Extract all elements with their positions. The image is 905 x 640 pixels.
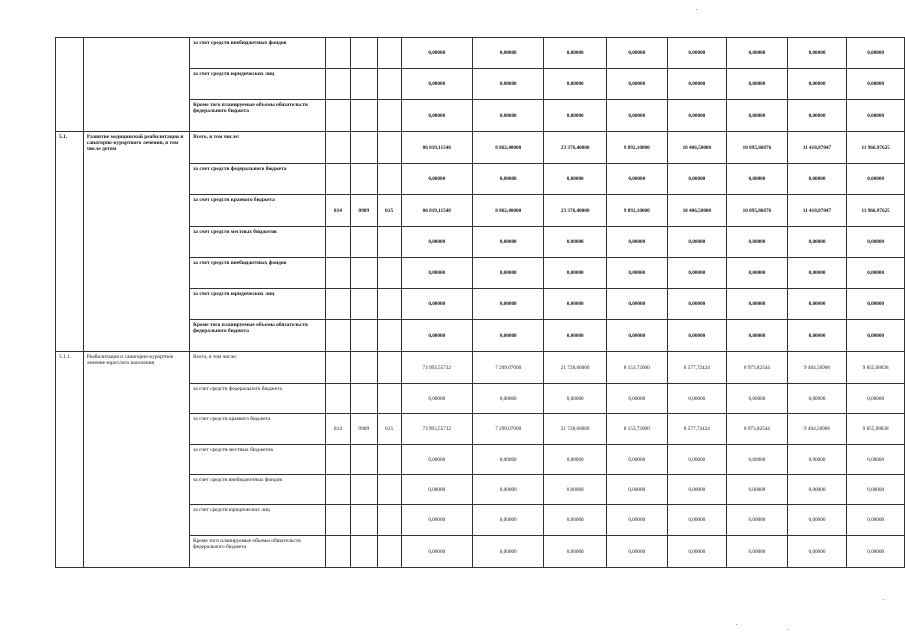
total-value: 0,00000 [401, 289, 472, 320]
funding-source-label: за счет средств внебюджетных фондов [190, 475, 326, 505]
year-value: 0,00000 [472, 289, 543, 320]
scan-speck [883, 599, 884, 600]
grbs-code [326, 352, 351, 384]
grbs-code [326, 289, 351, 320]
year-value: 0,00000 [727, 320, 788, 352]
grbs-code: 814 [326, 414, 351, 445]
grbs-code [326, 164, 351, 195]
year-value: 9 855,98838 [847, 414, 905, 445]
rzpr-code [350, 320, 377, 352]
csr-code [377, 258, 401, 289]
year-value: 0,00000 [472, 320, 543, 352]
year-value: 0,00000 [606, 69, 667, 100]
section-name: Реабилитация и санаторно-курортное лечение взрослого населения [83, 352, 189, 568]
section-index: 5.1. [56, 132, 84, 352]
year-value: 0,00000 [472, 100, 543, 132]
year-value: 8 577,72424 [667, 352, 727, 384]
csr-code [377, 227, 401, 258]
rzpr-code [350, 132, 377, 164]
total-value: 0,00000 [401, 100, 472, 132]
csr-code [377, 100, 401, 132]
year-value: 0,00000 [606, 289, 667, 320]
grbs-code [326, 258, 351, 289]
funding-source-label: за счет средств юридических лиц [190, 289, 326, 320]
year-value: 21 728,66000 [544, 352, 607, 384]
table-row [56, 132, 905, 164]
csr-code [377, 320, 401, 352]
funding-source-label: Кроме того планируемые объемы обязательств федерального бюджета [190, 536, 326, 568]
total-value: 86 819,11548 [401, 132, 472, 164]
grbs-code [326, 475, 351, 505]
year-value: 0,00000 [544, 384, 607, 414]
grbs-code: 814 [326, 195, 351, 227]
rzpr-code [350, 475, 377, 505]
total-value: 0,00000 [401, 38, 472, 69]
year-value: 0,00000 [472, 475, 543, 505]
csr-code [377, 536, 401, 568]
year-value: 0,00000 [847, 164, 905, 195]
year-value: 0,00000 [847, 536, 905, 568]
funding-source-label: за счет средств краевого бюджета [190, 195, 326, 227]
year-value: 0,00000 [667, 320, 727, 352]
year-value: 0,00000 [847, 38, 905, 69]
scan-speck [787, 629, 788, 630]
year-value: 0,00000 [727, 505, 788, 536]
csr-code: 015 [377, 414, 401, 445]
year-value: 0,00000 [787, 258, 847, 289]
year-value: 0,00000 [727, 100, 788, 132]
funding-source-label: за счет средств местных бюджетов [190, 445, 326, 475]
section-index: 5.1.1. [56, 352, 84, 568]
year-value: 0,00000 [727, 384, 788, 414]
year-value: 0,00000 [787, 320, 847, 352]
year-value: 0,00000 [472, 164, 543, 195]
year-value: 0,00000 [667, 384, 727, 414]
year-value: 0,00000 [544, 69, 607, 100]
year-value: 10 895,86876 [727, 195, 788, 227]
total-value: 73 993,55712 [401, 414, 472, 445]
csr-code [377, 164, 401, 195]
grbs-code [326, 227, 351, 258]
funding-source-label: за счет средств юридических лиц [190, 69, 326, 100]
rzpr-code: 0909 [350, 195, 377, 227]
funding-source-label: за счет средств юридических лиц [190, 505, 326, 536]
year-value: 0,00000 [847, 475, 905, 505]
year-value: 9 892,10000 [606, 132, 667, 164]
year-value: 0,00000 [606, 505, 667, 536]
section-name: Развитие медицинской реабилитации и санаторно-курортного лечения, в том числе детям [83, 132, 189, 352]
year-value: 0,00000 [787, 100, 847, 132]
year-value: 10 895,86876 [727, 132, 788, 164]
year-value: 0,00000 [847, 320, 905, 352]
year-value: 0,00000 [667, 445, 727, 475]
year-value: 9 404,56906 [787, 352, 847, 384]
total-value: 0,00000 [401, 475, 472, 505]
scan-speck [736, 624, 737, 625]
funding-source-label: за счет средств федерального бюджета [190, 384, 326, 414]
year-value: 0,00000 [606, 536, 667, 568]
year-value: 0,00000 [606, 258, 667, 289]
year-value: 0,00000 [472, 536, 543, 568]
year-value: 0,00000 [667, 69, 727, 100]
year-value: 0,00000 [472, 445, 543, 475]
year-value: 0,00000 [787, 69, 847, 100]
rzpr-code [350, 384, 377, 414]
year-value: 0,00000 [727, 475, 788, 505]
year-value: 0,00000 [787, 289, 847, 320]
year-value: 0,00000 [667, 258, 727, 289]
year-value: 0,00000 [847, 384, 905, 414]
csr-code [377, 69, 401, 100]
year-value: 11 418,87047 [787, 132, 847, 164]
year-value: 0,00000 [667, 536, 727, 568]
table-row [56, 352, 905, 384]
table-body [56, 38, 905, 568]
year-value: 0,00000 [727, 258, 788, 289]
total-value: 0,00000 [401, 227, 472, 258]
year-value: 0,00000 [606, 320, 667, 352]
year-value: 11 966,97625 [847, 195, 905, 227]
year-value: 0,00000 [847, 69, 905, 100]
csr-code [377, 475, 401, 505]
year-value: 0,00000 [787, 38, 847, 69]
year-value: 0,00000 [544, 475, 607, 505]
grbs-code [326, 132, 351, 164]
total-value: 0,00000 [401, 445, 472, 475]
rzpr-code [350, 164, 377, 195]
year-value: 8 153,72000 [606, 414, 667, 445]
rzpr-code [350, 352, 377, 384]
year-value: 8 153,72000 [606, 352, 667, 384]
total-value: 0,00000 [401, 320, 472, 352]
year-value: 0,00000 [667, 164, 727, 195]
year-value: 0,00000 [847, 100, 905, 132]
year-value: 0,00000 [606, 475, 667, 505]
year-value: 0,00000 [727, 445, 788, 475]
year-value: 7 299,07000 [472, 352, 543, 384]
year-value: 0,00000 [667, 38, 727, 69]
year-value: 7 299,07000 [472, 414, 543, 445]
year-value: 0,00000 [544, 227, 607, 258]
total-value: 0,00000 [401, 384, 472, 414]
grbs-code [326, 505, 351, 536]
funding-source-label: Всего, в том числе: [190, 132, 326, 164]
csr-code [377, 505, 401, 536]
section-index [56, 38, 84, 132]
year-value: 0,00000 [787, 227, 847, 258]
csr-code [377, 289, 401, 320]
year-value: 0,00000 [787, 384, 847, 414]
rzpr-code [350, 38, 377, 69]
total-value: 0,00000 [401, 258, 472, 289]
year-value: 0,00000 [472, 227, 543, 258]
csr-code [377, 132, 401, 164]
year-value: 0,00000 [727, 164, 788, 195]
funding-source-label: за счет средств федерального бюджета [190, 164, 326, 195]
year-value: 8 577,72424 [667, 414, 727, 445]
year-value: 0,00000 [847, 258, 905, 289]
csr-code [377, 352, 401, 384]
funding-source-label: за счет средств краевого бюджета [190, 414, 326, 445]
year-value: 0,00000 [787, 536, 847, 568]
year-value: 10 406,50000 [667, 132, 727, 164]
csr-code [377, 445, 401, 475]
year-value: 23 376,40000 [544, 132, 607, 164]
funding-source-label: Кроме того планируемые объемы обязательств федерального бюджета [190, 320, 326, 352]
scan-speck [696, 9, 697, 10]
year-value: 0,00000 [667, 227, 727, 258]
year-value: 0,00000 [472, 505, 543, 536]
year-value: 9 892,10000 [606, 195, 667, 227]
section-name [83, 38, 189, 132]
grbs-code [326, 320, 351, 352]
funding-source-label: за счет средств внебюджетных фондов [190, 38, 326, 69]
funding-source-label: Кроме того планируемые объемы обязательств федерального бюджета [190, 100, 326, 132]
year-value: 0,00000 [606, 38, 667, 69]
year-value: 0,00000 [847, 445, 905, 475]
total-value: 86 819,11548 [401, 195, 472, 227]
year-value: 0,00000 [606, 384, 667, 414]
rzpr-code [350, 100, 377, 132]
total-value: 0,00000 [401, 505, 472, 536]
rzpr-code [350, 289, 377, 320]
year-value: 0,00000 [544, 505, 607, 536]
year-value: 0,00000 [544, 320, 607, 352]
year-value: 0,00000 [787, 475, 847, 505]
year-value: 8 862,40000 [472, 132, 543, 164]
grbs-code [326, 69, 351, 100]
year-value: 0,00000 [544, 536, 607, 568]
year-value: 0,00000 [727, 536, 788, 568]
year-value: 0,00000 [727, 69, 788, 100]
grbs-code [326, 536, 351, 568]
rzpr-code [350, 227, 377, 258]
year-value: 0,00000 [544, 100, 607, 132]
year-value: 0,00000 [787, 164, 847, 195]
grbs-code [326, 384, 351, 414]
rzpr-code [350, 69, 377, 100]
year-value: 0,00000 [544, 164, 607, 195]
grbs-code [326, 38, 351, 69]
year-value: 0,00000 [544, 38, 607, 69]
year-value: 9 855,98838 [847, 352, 905, 384]
grbs-code [326, 445, 351, 475]
budget-table [55, 37, 905, 568]
year-value: 11 418,87047 [787, 195, 847, 227]
rzpr-code [350, 505, 377, 536]
year-value: 10 406,50000 [667, 195, 727, 227]
year-value: 9 404,56906 [787, 414, 847, 445]
year-value: 21 728,66000 [544, 414, 607, 445]
rzpr-code [350, 258, 377, 289]
year-value: 8 862,40000 [472, 195, 543, 227]
funding-source-label: Всего, в том числе: [190, 352, 326, 384]
grbs-code [326, 100, 351, 132]
total-value: 0,00000 [401, 536, 472, 568]
year-value: 8 973,82544 [727, 352, 788, 384]
year-value: 8 973,82544 [727, 414, 788, 445]
year-value: 0,00000 [727, 38, 788, 69]
year-value: 0,00000 [472, 258, 543, 289]
year-value: 0,00000 [667, 289, 727, 320]
year-value: 0,00000 [667, 100, 727, 132]
year-value: 0,00000 [787, 445, 847, 475]
table-row [56, 38, 905, 69]
total-value: 0,00000 [401, 69, 472, 100]
funding-source-label: за счет средств внебюджетных фондов [190, 258, 326, 289]
year-value: 0,00000 [606, 227, 667, 258]
year-value: 0,00000 [606, 445, 667, 475]
funding-source-label: за счет средств местных бюджетов [190, 227, 326, 258]
csr-code [377, 384, 401, 414]
rzpr-code: 0909 [350, 414, 377, 445]
year-value: 0,00000 [787, 505, 847, 536]
year-value: 0,00000 [847, 289, 905, 320]
total-value: 0,00000 [401, 164, 472, 195]
year-value: 0,00000 [472, 69, 543, 100]
total-value: 73 993,55712 [401, 352, 472, 384]
year-value: 0,00000 [847, 505, 905, 536]
year-value: 0,00000 [667, 475, 727, 505]
year-value: 0,00000 [847, 227, 905, 258]
csr-code [377, 38, 401, 69]
year-value: 23 376,40000 [544, 195, 607, 227]
rzpr-code [350, 445, 377, 475]
csr-code: 015 [377, 195, 401, 227]
year-value: 0,00000 [606, 164, 667, 195]
rzpr-code [350, 536, 377, 568]
year-value: 0,00000 [544, 289, 607, 320]
year-value: 0,00000 [544, 258, 607, 289]
year-value: 0,00000 [606, 100, 667, 132]
year-value: 0,00000 [472, 384, 543, 414]
year-value: 0,00000 [472, 38, 543, 69]
year-value: 0,00000 [727, 227, 788, 258]
year-value: 11 966,97625 [847, 132, 905, 164]
year-value: 0,00000 [544, 445, 607, 475]
year-value: 0,00000 [727, 289, 788, 320]
year-value: 0,00000 [667, 505, 727, 536]
